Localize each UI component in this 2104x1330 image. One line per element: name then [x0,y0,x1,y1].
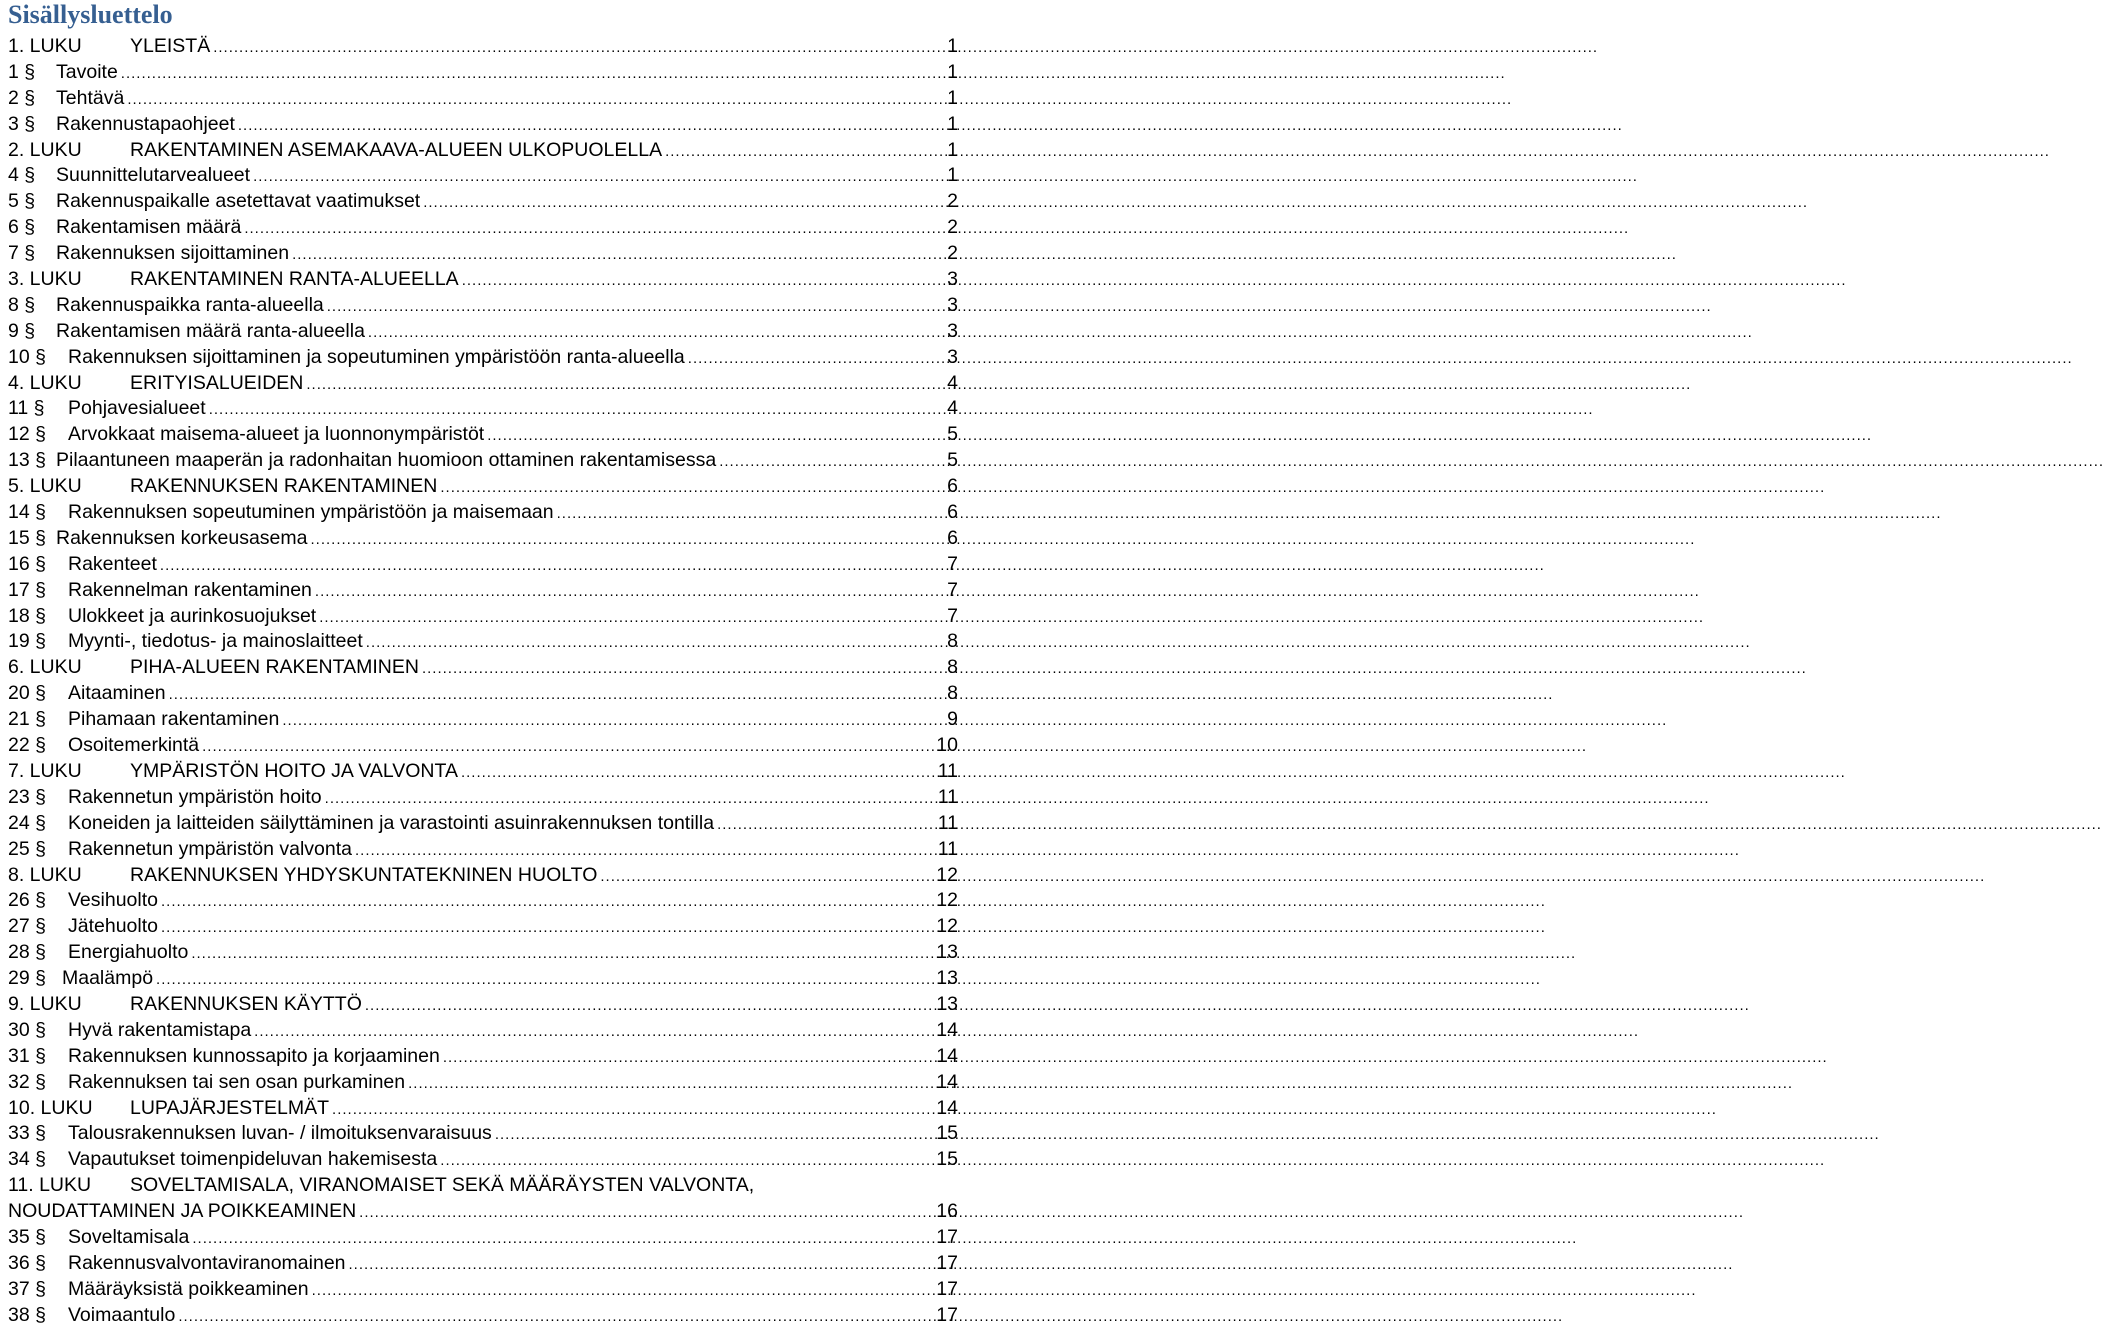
toc-entry-label: Myynti-, tiedotus- ja mainoslaitteet [68,630,363,653]
toc-entry-label: Pilaantuneen maaperän ja radonhaitan huomioon ottaminen rakentamisessa [56,449,717,472]
toc-entry-section[interactable] [8,1303,960,1329]
toc-entry-page: 17 [936,1277,958,1300]
toc-entry-leader [346,1252,937,1278]
toc-entry-section[interactable] [8,966,960,992]
toc-entry-number: 6 § [8,216,36,239]
toc-entry-leader [322,786,938,812]
toc-entry-page: 13 [936,967,958,990]
toc-entry-label: Koneiden ja laitteiden säilyttäminen ja varastointi asuinrakennuksen tontilla [68,811,715,834]
toc-entry-page: 8 [947,656,958,679]
toc-entry-leader [458,760,938,786]
toc-entry-section[interactable] [8,448,960,474]
toc-entry-label: Pohjavesialueet [68,397,206,420]
toc-entry-leader [716,449,947,475]
toc-entry-leader [459,268,947,294]
toc-entry-leader [437,1148,936,1174]
toc-entry-label: Rakennuksen korkeusasema [56,526,308,549]
toc-entry-leader [235,113,947,139]
toc-entry-page: 5 [947,423,958,446]
toc-entry-section[interactable] [8,500,960,526]
toc-entry-page: 17 [936,1303,958,1326]
toc-entry-page: 11 [937,811,958,834]
toc-entry-page: 5 [947,449,958,472]
toc-entries-tail [8,1225,960,1329]
toc-entry-number: 38 § [8,1303,46,1326]
toc-entry-label: Aitaaminen [68,682,166,705]
toc-title: Sisällysluettelo [8,0,173,29]
toc-entry-number: 11. LUKU [8,1174,92,1197]
toc-entry-number: 18 § [8,604,46,627]
toc-entry-label: SOVELTAMISALA, VIRANOMAISET SEKÄ MÄÄRÄYSTEN VALVONTA, [130,1174,755,1197]
toc-entry-page: 15 [936,1122,958,1145]
toc-entry-label: Pihamaan rakentaminen [68,708,280,731]
toc-entry-number: 5. LUKU [8,475,82,498]
toc-entry-number: 2 § [8,86,36,109]
toc-entry-page: 3 [947,345,958,368]
toc-entry-label: Energiahuolto [68,941,189,964]
toc-entry-number: 32 § [8,1070,46,1093]
toc-entry-number: 9. LUKU [8,992,82,1015]
toc-entry-label: RAKENNUKSEN YHDYSKUNTATEKNINEN HUOLTO [130,863,598,886]
toc-entry-page: 3 [947,293,958,316]
toc-entry-number: 20 § [8,682,46,705]
toc-entry-section[interactable] [8,707,960,733]
toc-entry-section[interactable] [8,1044,960,1070]
toc-entry-label: Rakentamisen määrä ranta-alueella [56,319,365,342]
toc-entry-page: 12 [936,863,958,886]
toc-entry-label: Rakennelman rakentaminen [68,578,312,601]
toc-entry-leader [316,605,947,631]
toc-entry-leader [189,1226,936,1252]
toc-entry-page: 17 [936,1251,958,1274]
table-of-contents [8,0,960,1329]
toc-entry-leader [405,1071,936,1097]
toc-entry-number: 3 § [8,112,36,135]
toc-entry-page: 13 [936,941,958,964]
toc-entry-section[interactable] [8,396,960,422]
toc-entry-leader [307,527,947,553]
toc-entry-leader [166,682,948,708]
toc-entry-section[interactable] [8,1070,960,1096]
toc-entry-number: 15 § [8,526,46,549]
toc-entry-section[interactable] [8,785,960,811]
toc-entry-page: 2 [947,190,958,213]
toc-entry-label: Rakennuksen sijoittaminen [56,242,290,265]
toc-entry-label: RAKENNUKSEN KÄYTTÖ [130,992,362,1015]
toc-entry-chapter[interactable] [8,138,960,164]
toc-entry-number: 11 § [8,397,45,420]
toc-entry-page: 1 [947,35,958,57]
toc-entry-leader [662,139,947,165]
toc-entry-page: 1 [947,164,958,187]
toc-entry-section[interactable] [8,163,960,189]
toc-entry-number: 25 § [8,837,46,860]
toc-entry-number: 36 § [8,1251,46,1274]
toc-entry-section[interactable] [8,1225,960,1251]
toc-entry-leader [157,553,947,579]
toc-entry-leader [158,915,936,941]
toc-entry-section[interactable] [8,914,960,940]
toc-entry-number: 4 § [8,164,36,187]
toc-entry-page: 1 [947,60,958,83]
toc-entry-section[interactable] [8,1277,960,1303]
toc-entry-leader [356,1200,936,1226]
toc-entry-number: 22 § [8,734,46,757]
toc-entry-label: Rakennuspaikalle asetettavat vaatimukset [56,190,421,213]
toc-entry-number: 31 § [8,1044,46,1067]
toc-entry-leader [420,190,947,216]
toc-entry-leader [714,812,938,838]
toc-entry-leader [440,1045,936,1071]
toc-entry-number: 7. LUKU [8,759,82,782]
toc-entry-number: 37 § [8,1277,46,1300]
toc-entry-page: 9 [947,708,958,731]
toc-entry-number: 12 § [8,423,46,446]
toc-entry-label: YLEISTÄ [130,35,211,57]
toc-entry-leader [303,372,947,398]
toc-entry-label: Osoitemerkintä [68,734,200,757]
toc-entry-page: 7 [947,578,958,601]
toc-entry-section[interactable] [8,86,960,112]
toc-entry-leader [199,734,936,760]
toc-entry-chapter[interactable] [8,992,960,1018]
toc-entry-leader [554,501,948,527]
toc-entry-section[interactable] [8,215,960,241]
toc-entry-leader [153,967,936,993]
toc-entry-leader [484,423,947,449]
toc-entry-section[interactable] [8,629,960,655]
toc-entry-number: 13 § [8,449,46,472]
toc-entry-section[interactable] [8,422,960,448]
toc-entry-leader [329,1097,936,1123]
toc-entry-leader [289,242,947,268]
toc-entry-number: 3. LUKU [8,268,82,291]
toc-entry-label: Jätehuolto [68,915,158,938]
toc-entry-page: 7 [947,604,958,627]
toc-entry-chapter[interactable] [8,863,960,889]
toc-entry-page: 12 [936,915,958,938]
toc-entry-label: Arvokkaat maisema-alueet ja luonnonympäristöt [68,423,485,446]
toc-entry-leader [352,838,938,864]
toc-entry-number: 1 § [8,60,36,83]
toc-entry-section[interactable] [8,552,960,578]
toc-entry-label: Määräyksistä poikkeaminen [68,1277,309,1300]
toc-entry-section[interactable] [8,1018,960,1044]
toc-entry-page: 4 [947,371,958,394]
toc-entry-leader [210,35,947,61]
toc-entry-leader [124,87,947,113]
toc-entry-section[interactable] [8,112,960,138]
toc-entry-label: Rakennustapaohjeet [56,112,235,135]
toc-entry-page: 8 [947,682,958,705]
toc-entry-label: ERITYISALUEIDEN [130,371,304,394]
toc-entry-leader [365,320,947,346]
toc-entry-page: 17 [936,1225,958,1248]
toc-entry-number: 35 § [8,1225,46,1248]
toc-entry-label: Vesihuolto [68,889,158,912]
toc-entry-page: 1 [947,86,958,109]
toc-entry-label: Ulokkeet ja aurinkosuojukset [68,604,317,627]
toc-entry-leader [437,475,947,501]
toc-entry-label: Suunnittelutarvealueet [56,164,251,187]
toc-entry-label: Vapautukset toimenpideluvan hakemisesta [68,1148,438,1171]
toc-entry-page: 7 [947,552,958,575]
toc-entry-section[interactable] [8,1147,960,1173]
toc-entry-section[interactable] [8,888,960,914]
toc-entry-number: 17 § [8,578,46,601]
toc-entry-number: 29 § [8,967,46,990]
toc-entry-number: 6. LUKU [8,656,82,679]
toc-entry-label: Rakennuksen kunnossapito ja korjaaminen [68,1044,440,1067]
toc-entry-leader [250,164,947,190]
toc-entry-label: Tehtävä [56,86,125,109]
toc-entry-leader [309,1278,937,1304]
toc-entry-chapter[interactable] [8,474,960,500]
toc-entry-page: 16 [936,1200,958,1223]
toc-entry-number: 8 § [8,293,36,316]
toc-entry-label: Tavoite [56,60,118,83]
toc-entry-page: 1 [947,138,958,161]
toc-entry-page: 15 [936,1148,958,1171]
toc-entry-label: Rakennuspaikka ranta-alueella [56,293,324,316]
toc-entry-label: RAKENNUKSEN RAKENTAMINEN [130,475,438,498]
toc-entry-section[interactable] [8,604,960,630]
toc-entry-chapter[interactable] [8,34,960,60]
toc-entry-label: Rakentamisen määrä [56,216,242,239]
toc-entry-page: 13 [936,992,958,1015]
toc-entry-section[interactable] [8,837,960,863]
toc-entry-section[interactable] [8,293,960,319]
toc-entry-leader [279,708,947,734]
toc-entry-label: Voimaantulo [68,1303,176,1326]
toc-entry-page: 11 [937,759,958,782]
toc-entry-page: 4 [947,397,958,420]
toc-entry-number: 30 § [8,1018,46,1041]
toc-entry-number: 33 § [8,1122,46,1145]
toc-entry-number: 4. LUKU [8,371,82,394]
toc-entry-section[interactable] [8,60,960,86]
toc-entry-label: PIHA-ALUEEN RAKENTAMINEN [130,656,419,679]
toc-entry-number: 27 § [8,915,46,938]
toc-entry-label: Rakennusvalvontaviranomainen [68,1251,346,1274]
toc-entry-page: 8 [947,630,958,653]
toc-entry-number: 7 § [8,242,36,265]
toc-entry-number: 14 § [8,501,46,524]
toc-entry-number: 8. LUKU [8,863,82,886]
toc-entry-page: 14 [936,1044,958,1067]
toc-entry-page: 14 [936,1070,958,1093]
toc-entry-section[interactable] [8,578,960,604]
toc-entry-page: 11 [937,785,958,808]
toc-entry-leader [362,993,936,1019]
toc-entry-label: Rakennuksen sijoittaminen ja sopeutuminen ympäristöön ranta-alueella [68,345,685,368]
toc-entry-page: 2 [947,216,958,239]
toc-entry-leader [241,216,947,242]
toc-entry-section[interactable] [8,526,960,552]
toc-entry-label: Talousrakennuksen luvan- / ilmoituksenvaraisuus [68,1122,492,1145]
toc-entry-label: Rakenteet [68,552,157,575]
toc-entry-label: Rakennuksen sopeutuminen ympäristöön ja maisemaan [68,501,554,524]
toc-entry-page: 3 [947,268,958,291]
toc-entry-leader [312,579,947,605]
toc-entry-leader [324,294,947,320]
toc-entry-section[interactable] [8,319,960,345]
toc-entry-leader [251,1019,936,1045]
toc-entry-page: 6 [947,501,958,524]
toc-entry-label: RAKENTAMINEN ASEMAKAAVA-ALUEEN ULKOPUOLELLA [130,138,663,161]
toc-entry-label: Soveltamisala [68,1225,190,1248]
toc-entry-chapter[interactable] [8,371,960,397]
toc-entry-leader [158,889,936,915]
toc-entry-leader [685,346,947,372]
toc-entry-section[interactable] [8,189,960,215]
toc-entry-leader [363,630,947,656]
toc-entry-number: 10. LUKU [8,1096,93,1119]
toc-entry-label: YMPÄRISTÖN HOITO JA VALVONTA [130,759,458,782]
toc-entry-number: 21 § [8,708,46,731]
toc-entry-section[interactable] [8,1121,960,1147]
toc-entry-number: 9 § [8,319,36,342]
toc-entry-label: Hyvä rakentamistapa [68,1018,252,1041]
toc-entry-leader [206,397,947,423]
toc-entry-page: 12 [936,889,958,912]
toc-entry-leader [597,864,936,890]
toc-entry-number: 23 § [8,785,46,808]
toc-entry-section[interactable] [8,241,960,267]
toc-entry-number: 10 § [8,345,46,368]
toc-entry-chapter[interactable] [8,655,960,681]
toc-entry-section[interactable] [8,345,960,371]
toc-entry-number: 19 § [8,630,46,653]
toc-entry-label: Rakennuksen tai sen osan purkaminen [68,1070,406,1093]
toc-entry-page: 11 [937,837,958,860]
toc-entry-section[interactable] [8,681,960,707]
toc-entry-section[interactable] [8,940,960,966]
toc-entry-number: 24 § [8,811,46,834]
toc-entry-number: 28 § [8,941,46,964]
toc-entry-number: 26 § [8,889,46,912]
toc-entry-label: Rakennetun ympäristön hoito [68,785,322,808]
toc-entry-section[interactable] [8,1251,960,1277]
toc-entry-label: LUPAJÄRJESTELMÄT [130,1096,330,1119]
toc-entry-section[interactable] [8,733,960,759]
toc-entry-label-continued: NOUDATTAMINEN JA POIKKEAMINEN [8,1200,357,1223]
toc-entry-section[interactable] [8,811,960,837]
toc-entry-number: 5 § [8,190,36,213]
toc-entry-label: Maalämpö [62,967,154,990]
toc-entry-leader [188,941,936,967]
toc-entry-page: 10 [936,734,958,757]
toc-entry-page: 1 [947,112,958,135]
toc-entry-leader [419,656,947,682]
toc-entry-chapter[interactable] [8,759,960,785]
toc-entry-page: 14 [936,1096,958,1119]
toc-entry-page: 2 [947,242,958,265]
toc-entry-page: 3 [947,319,958,342]
toc-entry-page: 6 [947,475,958,498]
toc-entries [8,34,960,1173]
toc-entry-chapter[interactable] [8,1096,960,1122]
toc-entry-leader [118,61,947,87]
toc-entry-number: 16 § [8,552,46,575]
toc-entry-chapter[interactable] [8,267,960,293]
toc-entry-leader [492,1122,936,1148]
toc-entry-number: 2. LUKU [8,138,82,161]
toc-entry-label: RAKENTAMINEN RANTA-ALUEELLA [130,268,459,291]
toc-entry-label: Rakennetun ympäristön valvonta [68,837,352,860]
toc-entry-page: 14 [936,1018,958,1041]
toc-entry-leader [175,1304,936,1330]
toc-entry-number: 1. LUKU [8,35,82,57]
toc-entry-page: 6 [947,526,958,549]
toc-entry-number: 34 § [8,1148,46,1171]
toc-entry-chapter-11[interactable] [8,1173,960,1225]
